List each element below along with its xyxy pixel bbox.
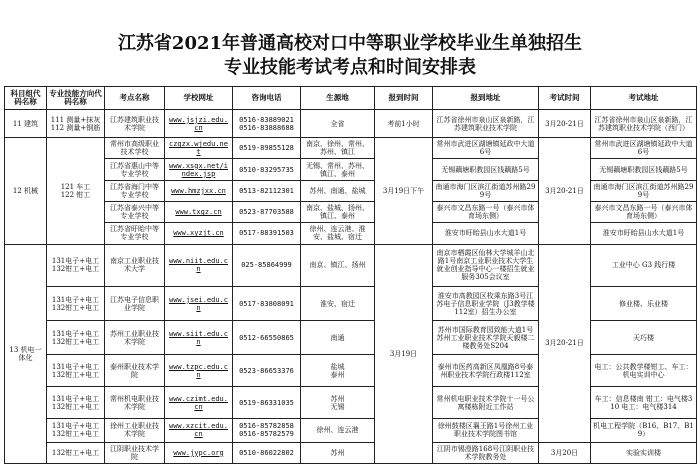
document-title: 江苏省2021年普通高校对口中等职业学校毕业生单独招生 bbox=[117, 33, 583, 54]
school-url-link[interactable]: www.xyzjt.cn bbox=[165, 223, 233, 244]
report-time-cell: 3月19日 bbox=[375, 244, 433, 463]
header-cell: 考点名称 bbox=[105, 87, 165, 110]
site-name-cell: 江苏省惠山中等专业学校 bbox=[105, 159, 165, 180]
school-url-link[interactable]: www.czimt.edu.cn bbox=[165, 387, 233, 419]
exam-address-cell: 工业中心 G3 践行楼 bbox=[591, 244, 697, 287]
table-row bbox=[5, 442, 697, 463]
phone-cell: 0516-85782858 0516-85782579 bbox=[233, 419, 301, 442]
schedule-table bbox=[4, 86, 697, 464]
header-row bbox=[5, 87, 697, 110]
school-url-link[interactable]: www.hmzjxx.cn bbox=[165, 180, 233, 201]
table-row bbox=[5, 180, 697, 201]
phone-cell: 0510-83295735 bbox=[233, 159, 301, 180]
direction-cell: 111 测量+抹灰 112 测量+钢筋 bbox=[47, 110, 105, 138]
site-name-cell: 江苏建筑职业技术学院 bbox=[105, 110, 165, 138]
site-name-cell: 江苏省泰兴中等专业学校 bbox=[105, 202, 165, 223]
site-name-cell: 江苏省海门中等专业学校 bbox=[105, 180, 165, 201]
school-url-link[interactable]: www.tzpc.edu.cn bbox=[165, 355, 233, 387]
exam-address-cell: 机电工程学院（B16、B17、B19） bbox=[591, 419, 697, 442]
table-row bbox=[5, 419, 697, 442]
exam-time-cell: 3月20-21日 bbox=[539, 110, 591, 138]
header-cell: 生源地 bbox=[301, 87, 375, 110]
header-cell: 学校网址 bbox=[165, 87, 233, 110]
phone-cell: 0523-87703588 bbox=[233, 202, 301, 223]
report-address-cell: 常州机电职业技术学院十一号公寓楼栋附近工作站 bbox=[433, 387, 539, 419]
table-row bbox=[5, 387, 697, 419]
report-address-cell: 苏州市国际教育园致能大道1号苏州工业职业技术学院天毅楼二楼教务处S204 bbox=[433, 321, 539, 355]
header-cell: 咨询电话 bbox=[233, 87, 301, 110]
exam-address-cell: 无锡藕塘职教园区钱藕路5号 bbox=[591, 159, 697, 180]
table-row bbox=[5, 202, 697, 223]
school-url-link[interactable]: czgzx.wjedu.net bbox=[165, 138, 233, 159]
report-address-cell: 江阴市锡澄路168号江阴职业技术学院教务处 bbox=[433, 442, 539, 463]
phone-cell: 0517-83808091 bbox=[233, 287, 301, 321]
origin-cell: 全省 bbox=[301, 110, 375, 138]
phone-cell: 0516-83889021 0516-83888688 bbox=[233, 110, 301, 138]
site-name-cell: 常州市高级职业技术学校 bbox=[105, 138, 165, 159]
site-name-cell: 江苏省盱眙中等专业学校 bbox=[105, 223, 165, 244]
origin-cell: 南通 bbox=[301, 321, 375, 355]
origin-cell: 南京、盐城、扬州、镇江、泰州 bbox=[301, 202, 375, 223]
phone-cell: 0513-82112301 bbox=[233, 180, 301, 201]
exam-address-cell: 车工：信息楼南 钳工：电气楼310 电工：电气楼314 bbox=[591, 387, 697, 419]
report-address-cell: 淮安市高教园区枚乘东路3号江苏电子信息职业学院（J3教学楼112室）招生办公室 bbox=[433, 287, 539, 321]
school-url-link[interactable]: www.siit.edu.cn bbox=[165, 321, 233, 355]
header-cell: 考试时间 bbox=[539, 87, 591, 110]
site-name-cell: 南京工业职业技术大学 bbox=[105, 244, 165, 287]
direction-cell: 131电子+电工 132钳工+电工 bbox=[47, 419, 105, 442]
report-address-cell: 南京市栖霞区仙林大学城羊山北路1号南京工业职业技术大学生就业创业指导中心一楼招生就业服务305会议室 bbox=[433, 244, 539, 287]
direction-cell: 131电子+电工 132钳工+电工 bbox=[47, 244, 105, 287]
school-url-link[interactable]: www.niit.edu.cn bbox=[165, 244, 233, 287]
phone-cell: 0519-86331035 bbox=[233, 387, 301, 419]
school-url-link[interactable]: www.jsei.edu.cn bbox=[165, 287, 233, 321]
site-name-cell: 徐州工业职业技术学院 bbox=[105, 419, 165, 442]
table-row bbox=[5, 110, 697, 138]
direction-cell: 131电子+电工 132钳工+电工 bbox=[47, 387, 105, 419]
phone-cell: 025-85864999 bbox=[233, 244, 301, 287]
table-row bbox=[5, 244, 697, 287]
header-cell: 报到地址 bbox=[433, 87, 539, 110]
site-name-cell: 江阴职业技术学院 bbox=[105, 442, 165, 463]
origin-cell: 南京、镇江、扬州 bbox=[301, 244, 375, 287]
group-code-cell: 13 机电一体化 bbox=[5, 244, 47, 463]
origin-cell: 淮安、宿迁 bbox=[301, 287, 375, 321]
report-address-cell: 南通市海门区滨江街道苏州路299号 bbox=[433, 180, 539, 201]
table-row bbox=[5, 287, 697, 321]
table-row bbox=[5, 321, 697, 355]
site-name-cell: 苏州工业职业技术学院 bbox=[105, 321, 165, 355]
group-code-cell: 12 机械 bbox=[5, 138, 47, 244]
report-address-cell: 泰兴市文昌东路一号（泰兴市体育场东侧） bbox=[433, 202, 539, 223]
header-cell: 考试地址 bbox=[591, 87, 697, 110]
exam-address-cell: 实验实训楼 bbox=[591, 442, 697, 463]
origin-cell: 无锡、常州、苏州、镇江、泰州 bbox=[301, 159, 375, 180]
table-row bbox=[5, 138, 697, 159]
report-time-cell: 考前1小时 bbox=[375, 110, 433, 138]
origin-cell: 盐城 泰州 bbox=[301, 355, 375, 387]
exam-time-cell: 3月20-21日 bbox=[539, 244, 591, 442]
origin-cell: 徐州、连云港、淮安、盐城、宿迁 bbox=[301, 223, 375, 244]
exam-address-cell: 天巧楼 bbox=[591, 321, 697, 355]
origin-cell: 徐州、连云港 bbox=[301, 419, 375, 442]
header-cell: 科目组代码名称 bbox=[5, 87, 47, 110]
direction-cell: 131电子+电工 132钳工+电工 bbox=[47, 355, 105, 387]
origin-cell: 南京、徐州、常州、苏州、镇江 bbox=[301, 138, 375, 159]
exam-address-cell: 电工：公共教学楼钳工、车工：机电实训中心 bbox=[591, 355, 697, 387]
site-name-cell: 常州机电职业技术学院 bbox=[105, 387, 165, 419]
group-code-cell: 11 建筑 bbox=[5, 110, 47, 138]
report-time-cell: 3月19日下午 bbox=[375, 138, 433, 244]
exam-address-cell: 南通市海门区滨江街道苏州路299号 bbox=[591, 180, 697, 201]
site-name-cell: 泰州职业技术学院 bbox=[105, 355, 165, 387]
direction-cell: 121 车工 122 钳工 bbox=[47, 138, 105, 244]
table-row bbox=[5, 223, 697, 244]
report-address-cell: 淮安市盱眙县山水大道1号 bbox=[433, 223, 539, 244]
origin-cell: 苏州、南通、盐城 bbox=[301, 180, 375, 201]
document-subtitle: 专业技能考试考点和时间安排表 bbox=[224, 57, 476, 78]
site-name-cell: 江苏电子信息职业学院 bbox=[105, 287, 165, 321]
phone-cell: 0519-89855128 bbox=[233, 138, 301, 159]
report-address-cell: 泰州市医药高新区凤凰路8号泰州职业技术学院行政楼112室 bbox=[433, 355, 539, 387]
report-address-cell: 徐州鼓楼区襄王路1号徐州工业职业技术学院图书馆 bbox=[433, 419, 539, 442]
origin-cell: 苏州 bbox=[301, 442, 375, 463]
exam-address-cell: 常州市武进区湖塘镇延政中大道6号 bbox=[591, 138, 697, 159]
direction-cell: 131电子+电工 132钳工+电工 bbox=[47, 321, 105, 355]
school-url-link[interactable]: www.jsjzi.edu.cn bbox=[165, 110, 233, 138]
direction-cell: 131电子+电工 132钳工+电工 bbox=[47, 287, 105, 321]
school-url-link[interactable]: www.jypc.org bbox=[165, 442, 233, 463]
report-address-cell: 江苏省徐州市泉山区泉新路，江苏建筑职业技术学院 bbox=[433, 110, 539, 138]
exam-address-cell: 泰兴市文昌东路一号（泰兴市体育场东侧） bbox=[591, 202, 697, 223]
school-url-link[interactable]: www.txgz.cn bbox=[165, 202, 233, 223]
phone-cell: 0510-86022802 bbox=[233, 442, 301, 463]
origin-cell: 苏州 无锡 bbox=[301, 387, 375, 419]
exam-address-cell: 淮安市盱眙县山水大道1号 bbox=[591, 223, 697, 244]
header-cell: 专业技能方向代码名称 bbox=[47, 87, 105, 110]
table-row bbox=[5, 355, 697, 387]
report-address-cell: 无锡藕塘职教园区钱藕路5号 bbox=[433, 159, 539, 180]
exam-address-cell: 江苏省徐州市泉山区泉新路，江苏建筑职业技术学院（西门） bbox=[591, 110, 697, 138]
exam-time-cell: 3月20-21日 bbox=[539, 138, 591, 244]
school-url-link[interactable]: www.xsgx.net/index.jsp bbox=[165, 159, 233, 180]
phone-cell: 0512-66550865 bbox=[233, 321, 301, 355]
report-address-cell: 常州市武进区湖塘镇延政中大道6号 bbox=[433, 138, 539, 159]
phone-cell: 0517-88391503 bbox=[233, 223, 301, 244]
phone-cell: 0523-86653376 bbox=[233, 355, 301, 387]
direction-cell: 132钳工+电工 bbox=[47, 442, 105, 463]
table-row bbox=[5, 159, 697, 180]
exam-time-cell: 3月20日 bbox=[539, 442, 591, 463]
school-url-link[interactable]: www.xzcit.edu.cn bbox=[165, 419, 233, 442]
exam-address-cell: 修业楼、乐业楼 bbox=[591, 287, 697, 321]
header-cell: 报到时间 bbox=[375, 87, 433, 110]
